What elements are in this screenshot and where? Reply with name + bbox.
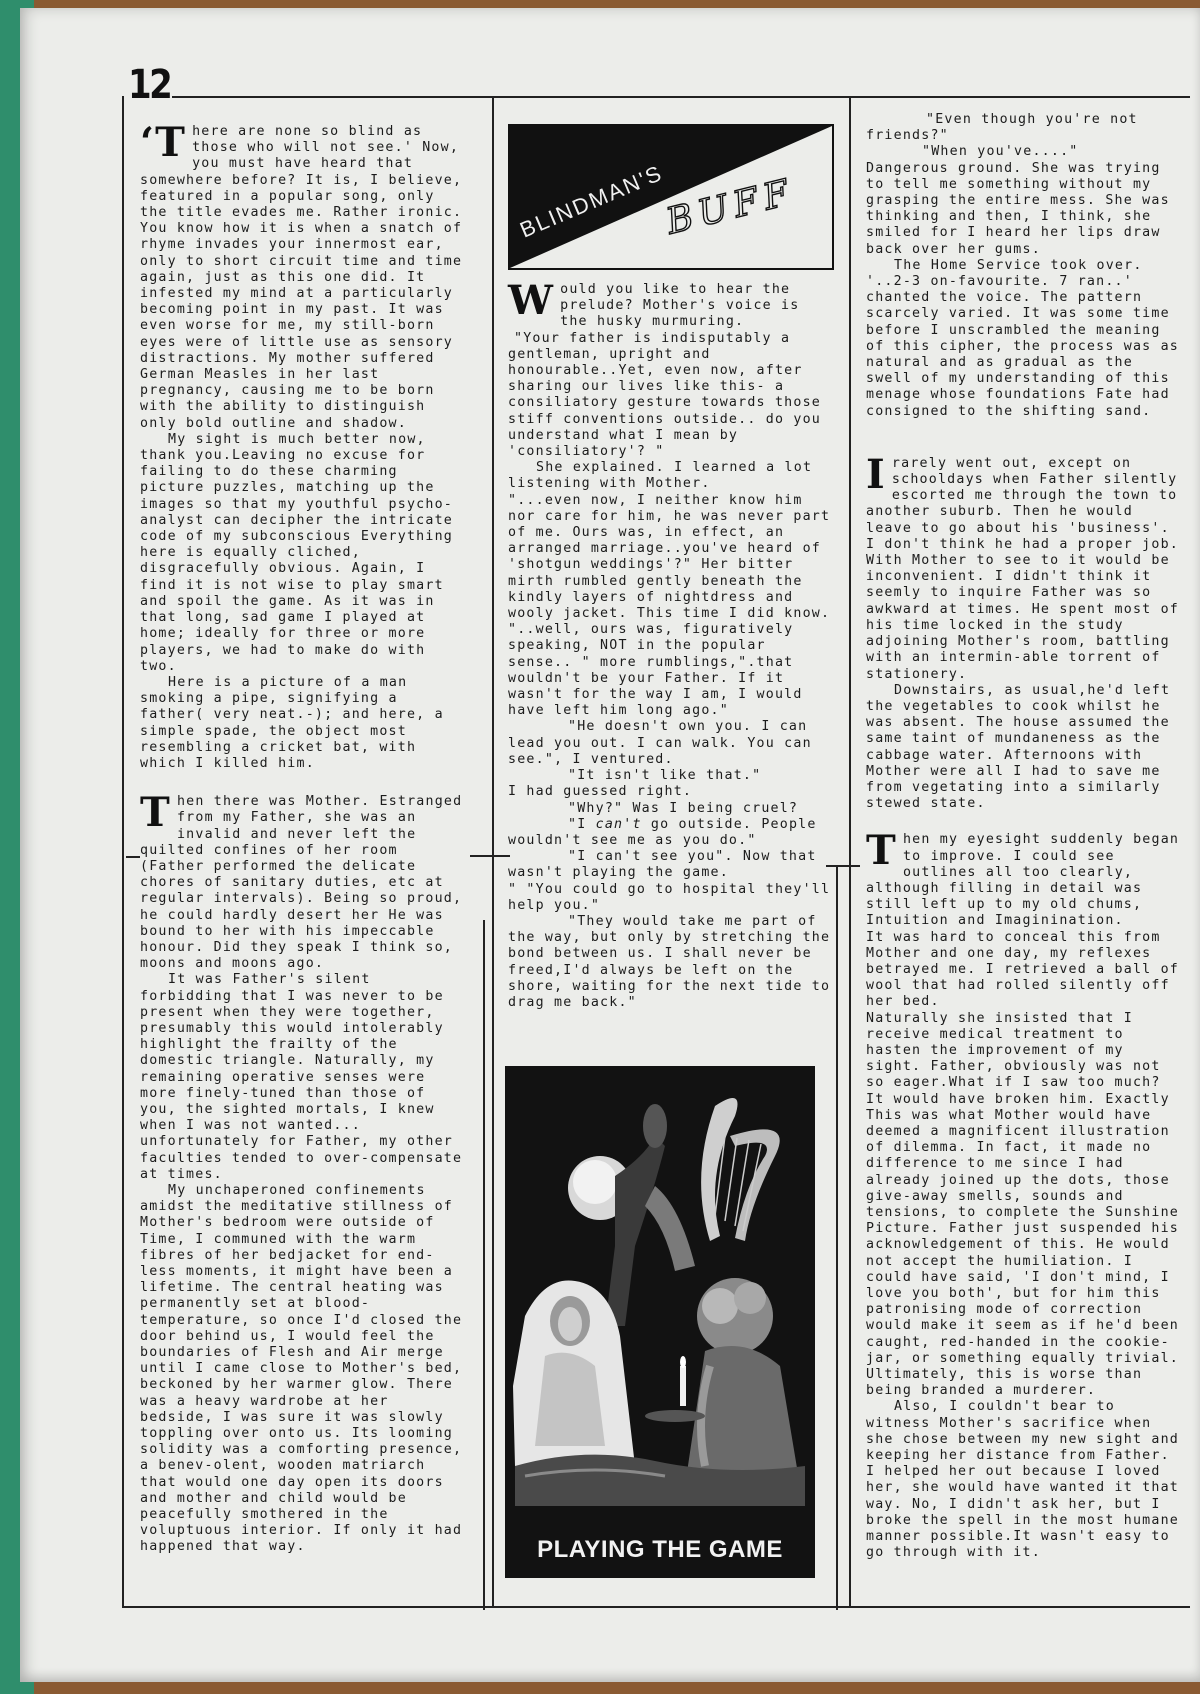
tick-mark	[470, 855, 510, 857]
drop-cap: W	[508, 277, 555, 324]
story-title-line1: BLINDMAN'S	[516, 159, 667, 243]
column-divider-1	[492, 96, 494, 1606]
column-divider-1-lower	[483, 920, 485, 1610]
paragraph: "Even though you're not friends?"	[866, 112, 1138, 144]
paragraph: ould you like to hear the prelude? Mother's voice is the husky murmuring.	[560, 282, 800, 330]
paragraph: "Why?" Was I being cruel?	[568, 800, 799, 816]
paragraph: It was Father's silent forbidding that I was never to be present when they were together, presumably this would intolerably highlight the frailty of the domestic triangle. Naturally, my remaining operative senses were more finely-tuned than those of you, the sighted mortals, I knew when I was not wanted... unfortunately for Father, my other faculties tended to over-compensate at times.	[140, 972, 463, 1182]
illustration-artwork	[505, 1066, 815, 1578]
paragraph: "They would take me part of the way, but only by stretching the bond between us. I shall never be freed,I'd always be left on the shore, waiting for the next tide to drag me back."	[508, 913, 831, 1010]
paragraph: "When you've...."	[922, 144, 1079, 160]
text-run: "I	[568, 816, 596, 832]
paragraph: "Your father is indisputably a gentleman, upright and honourable..Yet, even now, after sharing our lives like this- a consiliatory gesture towards those stiff conventions outside.. do you understand what I mean by 'consiliatory'? "	[508, 330, 821, 460]
paragraph: I helped her out because I loved her, she would have wanted it that way. No, I didn't ask her, but I broke the spell in the most humane manner possible.It wasn't easy to go through with it.	[866, 1464, 1179, 1561]
column-2	[508, 277, 835, 1011]
paragraph: Dangerous ground. She was trying to tell me something without my grasping the entire mess. She was thinking and then, I think, she smiled for I heard her lips draw back over her gums.	[866, 160, 1170, 257]
paragraph: The Home Service took over. '..2-3 on-favourite. 7 ran..' chanted the voice. The pattern scarcely varied. It was some time before I unscrambled the meaning of this cipher, the process was as natural and as gradual as the swell of my understanding of this menage whose foundations Fate had consigned to the shifting sand.	[866, 257, 1179, 419]
paragraph: It was hard to conceal this from Mother and one day, my reflexes betrayed me. I retrieved a ball of wool that had rolled silently off her bed.	[866, 929, 1179, 1010]
paragraph: "He doesn't own you. I can lead you out. I can walk. You can see.", I ventured.	[508, 719, 812, 767]
column-1	[140, 119, 470, 1556]
paragraph: rarely went out, except on schooldays when Father silently escorted me through the town to another suburb. Then he would leave to go about his 'business'. I don't think he had a proper job. With Mother to see to it would be inconvenient. I didn't think it seemly to inquire Father was so awkward at times. He spent most of his time locked in the study adjoining Mother's room, battling with an intermin-able torrent of stationery.	[866, 455, 1179, 682]
paragraph: "It isn't like that."	[568, 768, 762, 784]
paragraph: "..well, ours was, figuratively speaking, NOT in the popular sense.. " more rumblings,".that wouldn't be your Father. If it wasn't for the way I am, I would have left him long ago."	[508, 622, 803, 719]
paragraph: She explained. I learned a lot listening with Mother.	[508, 460, 813, 492]
left-rule	[122, 96, 124, 1606]
drop-cap: I	[866, 450, 886, 498]
paragraph: Naturally she insisted that I receive medical treatment to hasten the improvement of my sight. Father, obviously was not so eager.What if I saw too much? It would have broken him. Exactly This was what Mother would have deemed a magnificent illustration of dilemma. In fact, it made no difference to me since I had already joined up the dots, those give-away smells, sounds and tensions, to complete the Sunshine Picture. Father just suspended his acknowledgement of this. He would not accept the humiliation. I could have said, 'I don't mind, I love you both', but for him this patronising mode of correction would make it seem as if he'd been caught, red-handed in the cookie-jar, or something equally trivial. Ultimately, this is worse than being branded a murderer.	[866, 1010, 1179, 1399]
paragraph: "...even now, I neither know him nor care for him, he was never part of me. Ours was, in effect, an arranged marriage..you've heard of 'shotgun weddings'?" Her bitter mirth rumbled gently beneath the kindly layers of nightdress and wooly jacket. This time I did know.	[508, 492, 831, 622]
paragraph: Also, I couldn't bear to witness Mother's sacrifice when she chose between my new sight and keeping her distance from Father.	[866, 1399, 1179, 1464]
page-number: 12	[128, 62, 171, 108]
paragraph: hen my eyesight suddenly began to improve. I could see outlines all too clearly, although filling in detail was still left up to my old chums, Intuition and Imaginination.	[866, 832, 1180, 929]
paragraph: here are none so blind as those who will not see.' Now, you must have heard that somewhere before? It is, I believe, featured in a popular song, only the title evades me. Rather ironic. You know how it is when a snatch of rhyme invades your innermost ear, only to short circuit time and time again, just as this one did. It infested my mind at a particularly becoming point in my past. It was even worse for me, my still-born eyes were of little use as sensory distractions. My mother suffered German Measles in her last pregnancy, causing me to be born with the ability to distinguish only bold outline and shadow.	[140, 124, 463, 431]
illustration-playing-the-game	[505, 1066, 815, 1578]
illustration-caption: PLAYING THE GAME	[537, 1536, 783, 1563]
paragraph: Here is a picture of a man smoking a pipe, signifying a father( very neat.-); and here, a simple spade, the object most resembling a cricket bat, with which I killed him.	[140, 674, 444, 771]
paragraph: " "You could go to hospital they'll help you."	[508, 881, 831, 913]
tick-mark	[126, 856, 140, 858]
column-divider-2-lower	[836, 866, 838, 1610]
emphasis: can't	[595, 816, 642, 832]
drop-cap: T	[140, 789, 171, 837]
bottom-rule	[122, 1606, 1190, 1608]
paragraph: My sight is much better now, thank you.Leaving no excuse for failing to do these charming picture puzzles, matching up the images so that my youthful psycho-analyst can decipher the intricate code of my subconscious Everything here is equally cliched, disgracefully obvious. Again, I find it is not wise to play smart and spoil the game. As it was in that long, sad game I played at home; ideally for three or more players, we had to make do with two.	[140, 431, 453, 674]
paragraph: Downstairs, as usual,he'd left the vegetables to cook whilst he was absent. The house assumed the same taint of mundaneness as the cabbage water. Afternoons with Mother were all I had to save me from vegetating into a similarly stewed state.	[866, 682, 1171, 812]
paragraph: "I can't see you". Now that wasn't playing the game.	[508, 849, 817, 881]
paragraph: I had guessed right.	[508, 784, 693, 800]
drop-cap: T	[866, 827, 897, 875]
story-title-box	[508, 124, 834, 270]
top-rule	[172, 96, 1190, 98]
paragraph: My unchaperoned confinements amidst the meditative stillness of Mother's bedroom were outside of Time, I communed with the warm fibres of her bedjacket for end-less moments, it might have been a lifetime. The central heating was permanently set at blood-temperature, so once I'd closed the door behind us, I would feel the boundaries of Flesh and Air merge until I came close to Mother's bed, beckoned by her warmer glow. There was a heavy wardrobe at her bedside, I was sure it was slowly toppling over onto us. Its looming solidity was a comforting presence, a benev-olent, wooden matriarch that would one day open its doors and mother and child would be peacefully smothered in the voluptuous interior. If only it had happened that way.	[140, 1183, 463, 1555]
text-run: go outside. People wouldn't see me as you do."	[508, 816, 817, 848]
column-3	[866, 112, 1181, 1561]
drop-cap: ‘T	[140, 119, 187, 166]
column-divider-2	[849, 96, 851, 1606]
paragraph: hen there was Mother. Estranged from my Father, she was an invalid and never left the quilted confines of her room (Father performed the delicate chores of sanitary duties, etc at regular intervals). Being so proud, he could hardly desert her He was bound to her with his impeccable honour. Did they speak I think so, moons and moons ago.	[140, 794, 463, 972]
story-title-line2: BUFF	[662, 171, 800, 243]
